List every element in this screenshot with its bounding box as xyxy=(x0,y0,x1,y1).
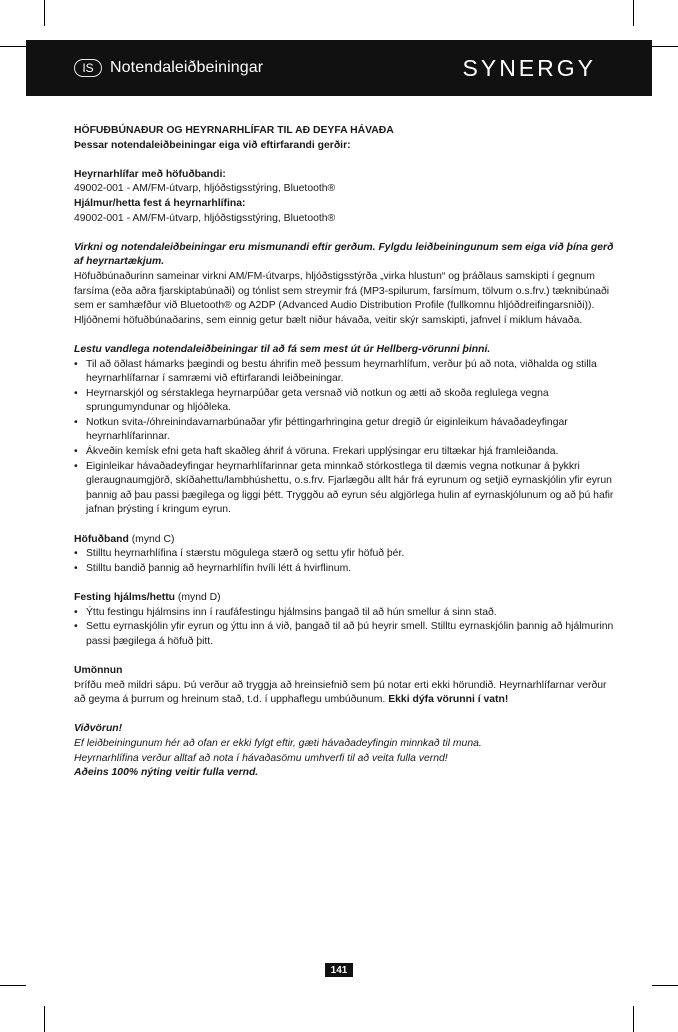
warning-line: Aðeins 100% nýting veitir fulla vernd. xyxy=(74,767,259,779)
list-item: • Stilltu heyrnarhlífina í stærstu mögulega stærð og settu yfir höfuð þér. xyxy=(74,547,614,562)
function-paragraph: Hljóðnemi höfuðbúnaðarins, sem einnig getur bælt niður hávaða, veitir skýr samskipti, jafnvel í miklum hávaða. xyxy=(74,314,583,326)
care-warning: Ekki dýfa vörunni í vatn! xyxy=(388,694,509,706)
brand-logo: SYNERGY xyxy=(462,54,596,81)
care-paragraph xyxy=(74,679,614,708)
crop-mark xyxy=(652,985,678,986)
crop-mark xyxy=(0,46,26,47)
model-value: 49002-001 - AM/FM-útvarp, hljóðstigsstýring, Bluetooth® xyxy=(74,183,336,195)
helmet-title: Festing hjálms/hettu xyxy=(74,592,176,603)
model-label: Hjálmur/hetta fest á heyrnarhlífina: xyxy=(74,197,246,209)
headband-heading xyxy=(74,533,614,548)
care-text: Þrífðu með mildri sápu. Þú verður að tryggja að hreinsiefnið sem þú notar erti ekki hörundið. Heyrnarhlífarnar verður að geyma á þurrum og hreinum stað, t.d. í upphaflegu umbúðunum. xyxy=(74,679,607,706)
crop-mark xyxy=(0,985,26,986)
warning-heading: Viðvörun! xyxy=(74,723,123,735)
crop-mark xyxy=(652,46,678,47)
list-item: • Eiginleikar hávaðadeyfingar heyrnarhlífarinnar geta minnkað stórkostlega til dæmis vegna notkunar á þykkri gleraugnaumgjörð, skíðahettu/lambhúshettu, o.s.frv. Fjarlægðu allt hár frá eyrunum og setjið eyrnaskjólin yfir eyrun þannig að þau passi þægilega og liggi þétt. Tryggðu að eyrun séu algjörlega hulin af eyrnaskjólunum og að þú hafir jafnan þrýsting í kringum eyrun. xyxy=(74,460,614,518)
headband-title: Höfuðband xyxy=(74,533,129,545)
function-paragraph: Höfuðbúnaðurinn sameinar virkni AM/FM-útvarps, hljóðstigsstýrða „virka hlustun“ og þráðlaus samskipti í gegnum farsíma (eða aðra fjarskiptabúnaði) og tónlist sem streymir frá (MP3-spilurum, farsímum, tölvum o.s.frv.) tæknibúnaði sem er samhæfður við Bluetooth® og A2DP (Advanced Audio Distribution Profile (fullkomnu hljóðdreifingarsniði)). xyxy=(74,270,610,312)
model-value: 49002-001 - AM/FM-útvarp, hljóðstigsstýring, Bluetooth® xyxy=(74,212,336,224)
crop-mark xyxy=(44,1006,45,1032)
list-item: • Heyrnarskjól og sérstaklega heyrnarpúðar geta versnað við notkun og ætti að skoða reglulega vegna sprungumyndunar og hljóðleka. xyxy=(74,387,614,416)
document-body xyxy=(74,124,614,781)
instructions-list xyxy=(74,358,614,519)
headband-list xyxy=(74,547,614,576)
language-badge: IS xyxy=(74,59,102,77)
list-item: • Til að öðlast hámarks þægindi og bestu áhrifin með þessum heyrnarhlífum, verður þú að nota, viðhalda og stilla heyrnarhlífarnar í samræmi við eftirfarandi leiðbeiningar. xyxy=(74,358,614,387)
warning-line: Ef leiðbeiningunum hér að ofan er ekki fylgt eftir, gæti hávaðadeyfingin minnkað til muna. xyxy=(74,737,482,749)
warning-line: Heyrnarhlífina verður alltaf að nota í hávaðasömu umhverfi til að veita fulla vernd! xyxy=(74,752,448,764)
helmet-list xyxy=(74,606,614,650)
page-number: 141 xyxy=(325,963,353,977)
document-subheading: Þessar notendaleiðbeiningar eiga við eftirfarandi gerðir: xyxy=(74,139,351,151)
list-item: • Ákveðin kemísk efni geta haft skaðleg áhrif á vöruna. Frekari upplýsingar eru tiltækar hjá framleiðanda. xyxy=(74,445,614,460)
function-heading: Virkni og notendaleiðbeiningar eru mismunandi eftir gerðum. Fylgdu leiðbeiningunum sem eiga við þína gerð af heyrnartækjum. xyxy=(74,241,614,268)
figure-ref: (mynd D) xyxy=(175,592,221,603)
crop-mark xyxy=(633,0,634,26)
crop-mark xyxy=(44,0,45,26)
helmet-heading xyxy=(74,591,614,606)
page-title: Notendaleiðbeiningar xyxy=(110,59,264,76)
model-label: Heyrnarhlífar með höfuðbandi: xyxy=(74,168,226,180)
header-bar xyxy=(26,40,652,96)
list-item: • Stilltu bandið þannig að heyrnarhlífin hvíli létt á hvirflinum. xyxy=(74,562,614,577)
figure-ref: (mynd C) xyxy=(128,533,175,545)
list-item: • Settu eyrnaskjólin yfir eyrun og ýttu inn á við, þangað til að þú heyrir smell. Stilltu eyrnaskjólin þannig að hjálmurinn passi þægilega á höfuð þitt. xyxy=(74,620,614,649)
list-item: • Ýttu festingu hjálmsins inn í raufáfestingu hjálmsins þangað til að hún smellur á sinn stað. xyxy=(74,606,614,621)
read-instructions-heading: Lestu vandlega notendaleiðbeiningar til að fá sem mest út úr Hellberg-vörunni þinni. xyxy=(74,343,491,355)
crop-mark xyxy=(633,1006,634,1032)
document-heading: HÖFUÐBÚNAÐUR OG HEYRNARHLÍFAR TIL AÐ DEYFA HÁVAÐA xyxy=(74,125,394,136)
care-heading: Umönnun xyxy=(74,664,123,676)
list-item: • Notkun svita-/óhreinindavarnarbúnaðar yfir þéttingarhringina getur dregið úr eiginleikum hávaðadeyfingar heyrnarhlífarinnar. xyxy=(74,416,614,445)
